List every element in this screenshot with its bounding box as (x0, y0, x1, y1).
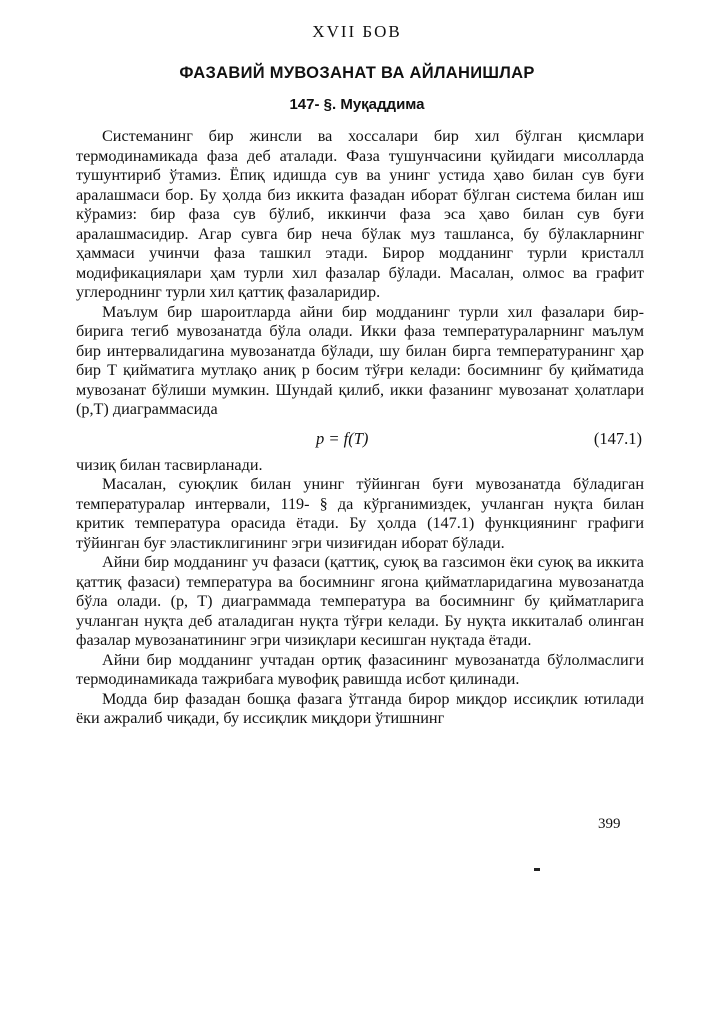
chapter-heading: XVII БОВ (312, 22, 402, 41)
equation-number: (147.1) (593, 428, 642, 448)
print-speck (534, 868, 540, 871)
paragraph: Модда бир фазадан бошқа фазага ўтганда бирор миқдор иссиқлик ютилади ёки ажралиб чиқади, бу иссиқлик миқдори ўтишнинг (76, 689, 644, 727)
paragraph: Системанинг бир жинсли ва хоссалари бир хил бўлган қисмлари термодинамикада фаза деб аталади. Фаза тушунчасини қуйидаги мисолларда тушунтириб ўтамиз. Ёпиқ идишда сув ва унинг устида ҳаво билан сув буғи аралашмаси бор. Бу ҳолда биз иккита фазадан иборат бўлган система билан иш кўрамиз: бир фаза сув бўлиб, иккинчи фаза эса ҳаво билан сув буғи аралашмасидир. Агар сувга бир неча бўлак муз ташланса, бу бўлакларнинг ҳаммаси учинчи фаза ташкил этади. Бирор модданинг турли кристалл модификациялари ҳам турли хил фазалар бўлади. Масалан, олмос ва графит углероднинг турли хил қаттиқ фазаларидир. (76, 127, 644, 301)
body-text (76, 127, 644, 729)
section-heading: 147- §. Муқаддима (289, 96, 425, 113)
paragraph: Маълум бир шароитларда айни бир модданинг турли хил фазалари бир-бирига тегиб мувозанатда бўла олади. Икки фаза температураларнинг маълум бир интервалидагина мувозанатда бўлади, шу билан бирга температуранинг ҳар бир T қийматига мутлақо аниқ p босим тўғри келади: босимнинг бу қийматида мувозанат бўлиши мумкин. Шундай қилиб, икки фазанинг мувозанат ҳолатлари (p,T) диаграммасида (76, 302, 644, 418)
equation-expression: p = f(T) (316, 428, 369, 448)
equation (76, 424, 644, 454)
paragraph-continuation: чизиқ билан тасвирланади. (76, 455, 263, 474)
chapter-title: ФАЗАВИЙ МУВОЗАНАТ ВА АЙЛАНИШЛАР (179, 64, 535, 82)
paragraph: Айни бир модданинг учтадан ортиқ фазасининг мувозанатда бўлолмаслиги термодинамикада тажрибага мувофиқ равишда исбот қилинади. (76, 650, 644, 688)
paragraph: Масалан, суюқлик билан унинг тўйинган буғи мувозанатда бўладиган температуралар интервали, 119- § да кўрганимиздек, учланган нуқта билан критик температура орасида ётади. Бу ҳолда (147.1) функциянинг графиги тўйинган буғ эластиклигининг эгри чизиғидан иборат бўлади. (76, 475, 644, 552)
page-number: 399 (598, 816, 621, 832)
paragraph: Айни бир модданинг уч фазаси (қаттиқ, суюқ ва газсимон ёки суюқ ва иккита қаттиқ фазаси) температура ва босимнинг ягона қийматларидагина мувозанатда бўла олади. (p, T) диаграммада температура ва босимнинг бу қийматларига учланган нуқта деб аталадиган нуқта тўғри келади. Бу нуқта иккиталаб олинган фазалар мувозанатининг эгри чизиқлари кесишган нуқтада ётади. (76, 553, 644, 649)
